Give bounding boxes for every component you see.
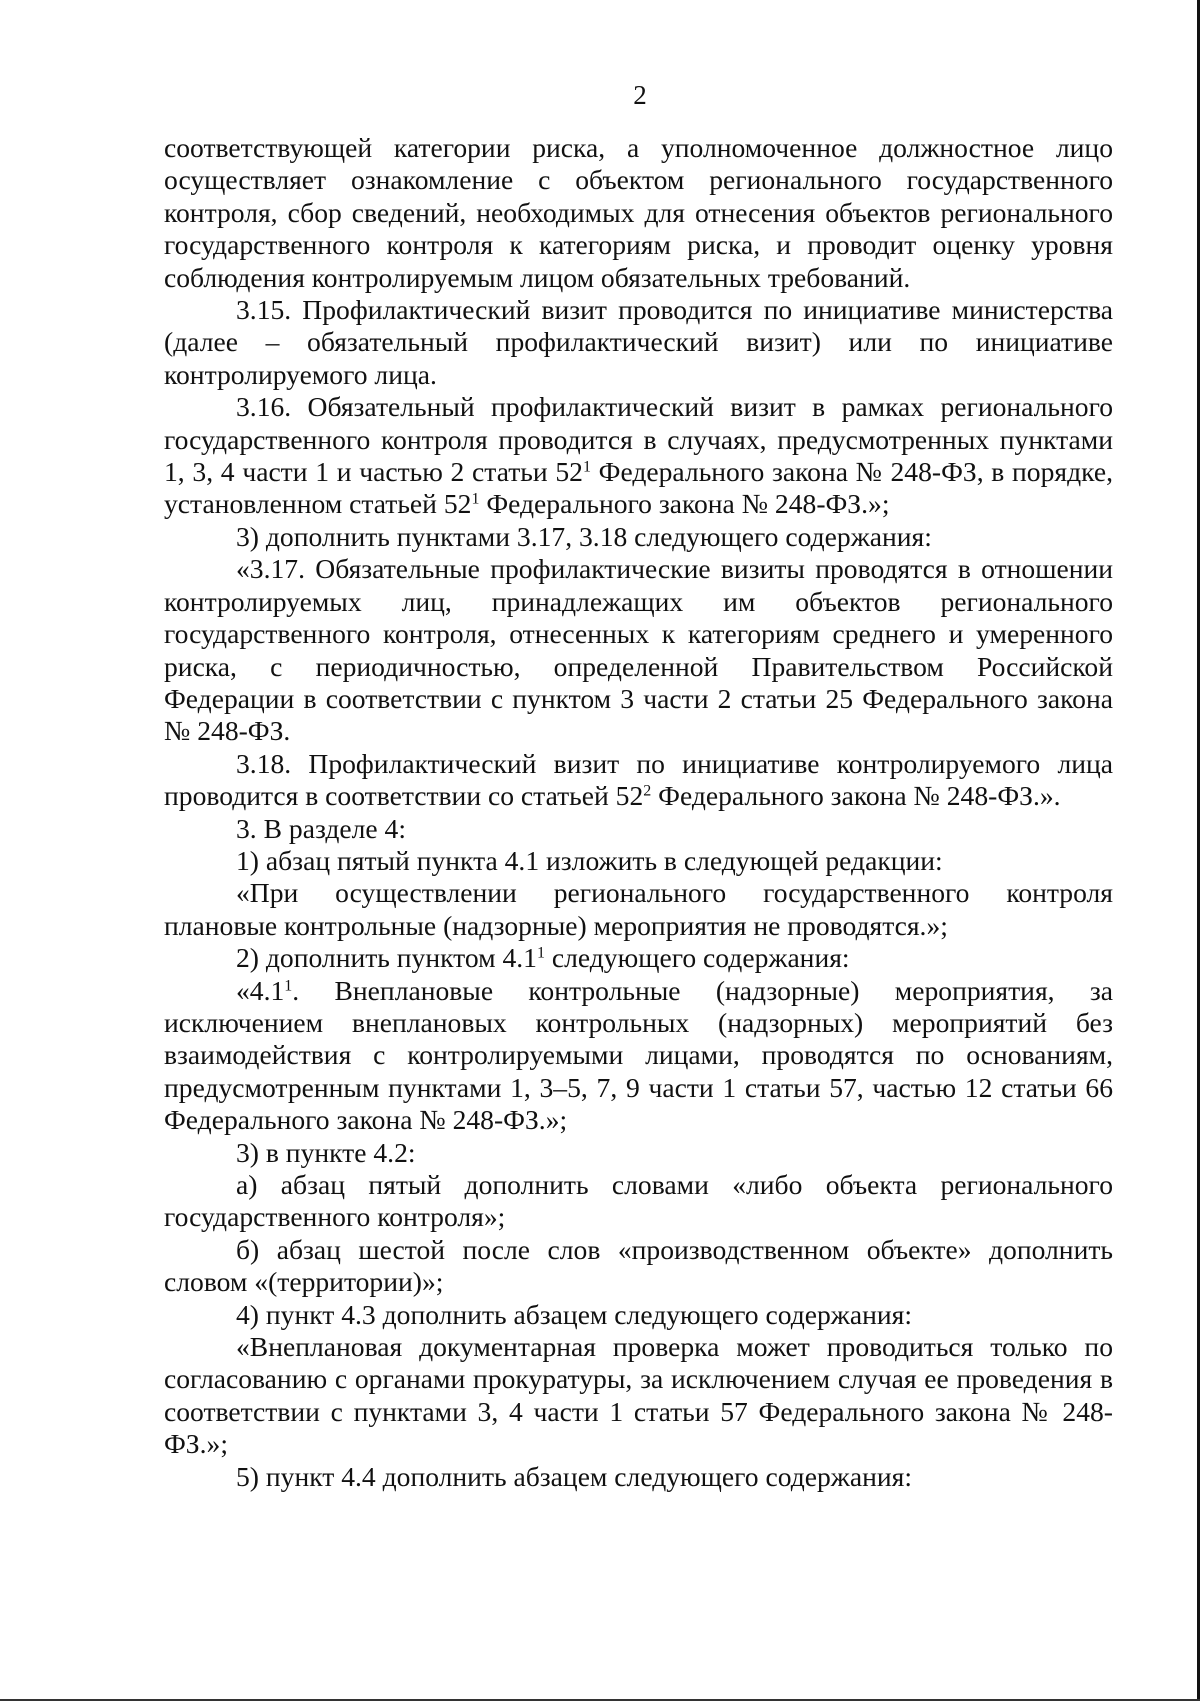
superscript-index: 1 xyxy=(471,490,480,508)
paragraph-continuation: соответствующей категории риска, а уполномоченное должностное лицо осуществляет ознакомление с объектом регионального государственного контроля, сбор сведений, необходимых для отнесения объектов регионального государственного контроля к категориям риска, и проводит оценку уровня соблюдения контролируемым лицом обязательных требований. xyxy=(164,132,1113,293)
paragraph-3-16-text-b: Федерального закона № 248-ФЗ, в порядке, установленном статьей 52 xyxy=(164,456,1113,520)
page-number: 2 xyxy=(633,80,647,110)
paragraph-quote-4-1: «При осуществлении регионального государственного контроля плановые контрольные (надзорные) мероприятия не проводятся.»; xyxy=(164,877,1113,941)
paragraph-section-4: 3. В разделе 4: xyxy=(236,812,407,844)
paragraph-quote-4-3: «Внеплановая документарная проверка может проводиться только по согласованию с органами прокуратуры, за исключением случая ее проведения в соответствии с пунктами 3, 4 части 1 статьи 57 Федерального закона № 248-ФЗ.»; xyxy=(164,1331,1113,1460)
paragraph-3-16 xyxy=(164,391,1113,521)
paragraph-item-3-4-2: 3) в пункте 4.2: xyxy=(236,1136,416,1168)
paragraph-4-1-1-text-a: «4.1 xyxy=(236,974,285,1006)
superscript-index: 1 xyxy=(284,976,293,994)
paragraph-4-1-1-text-b: . Внеплановые контрольные (надзорные) мероприятия, за исключением внеплановых контрольных (надзорных) мероприятий без взаимодействия с контролируемыми лицами, проводятся по основаниям, предусмотренным пунктами 1, 3–5, 7, 9 части 1 статьи 57, частью 12 статьи 66 Федерального закона № 248-ФЗ.»; xyxy=(164,974,1113,1136)
paragraph-subitem-b: б) абзац шестой после слов «производственном объекте» дополнить словом «(территории)»; xyxy=(164,1233,1113,1298)
paragraph-3-18 xyxy=(164,748,1113,813)
superscript-index: 1 xyxy=(582,458,591,476)
paragraph-item-1: 1) абзац пятый пункта 4.1 изложить в следующей редакции: xyxy=(236,844,943,876)
paragraph-item-2-text-b: следующего содержания: xyxy=(544,942,850,974)
paragraph-subitem-a: а) абзац пятый дополнить словами «либо объекта регионального государственного контроля»; xyxy=(164,1169,1113,1233)
paragraph-item-4: 4) пункт 4.3 дополнить абзацем следующего содержания: xyxy=(236,1298,913,1330)
paragraph-3-18-text-b: Федерального закона № 248-ФЗ.». xyxy=(651,780,1061,812)
paragraph-item-2-text-a: 2) дополнить пунктом 4.1 xyxy=(236,942,537,974)
superscript-index: 1 xyxy=(536,944,545,962)
paragraph-item-2 xyxy=(164,942,1113,974)
paragraph-3-17: «3.17. Обязательные профилактические визиты проводятся в отношении контролируемых лиц, принадлежащих им объектов регионального государственного контроля, отнесенных к категориям среднего и умеренного риска, с периодичностью, определенной Правительством Российской Федерации в соответствии с пунктом 3 части 2 статьи 25 Федерального закона № 248-ФЗ. xyxy=(164,553,1113,747)
paragraph-3-16-text-c: Федерального закона № 248-ФЗ.»; xyxy=(479,488,890,520)
paragraph-item-3: 3) дополнить пунктами 3.17, 3.18 следующего содержания: xyxy=(236,520,932,552)
paragraph-4-1-1 xyxy=(164,975,1113,1137)
paragraph-3-18-text-a: 3.18. Профилактический визит по инициативе контролируемого лица проводится в соответствии со статьей 52 xyxy=(164,747,1113,812)
paragraph-3-16-text-a: 3.16. Обязательный профилактический визит в рамках регионального государственного контроля проводится в случаях, предусмотренных пунктами 1, 3, 4 части 1 и частью 2 статьи 52 xyxy=(164,391,1113,488)
document-body xyxy=(164,132,1113,1493)
paragraph-3-15: 3.15. Профилактический визит проводится по инициативе министерства (далее – обязательный профилактический визит) или по инициативе контролируемого лица. xyxy=(164,294,1113,390)
superscript-index: 2 xyxy=(643,782,652,800)
paragraph-item-5: 5) пункт 4.4 дополнить абзацем следующего содержания: xyxy=(236,1460,913,1492)
